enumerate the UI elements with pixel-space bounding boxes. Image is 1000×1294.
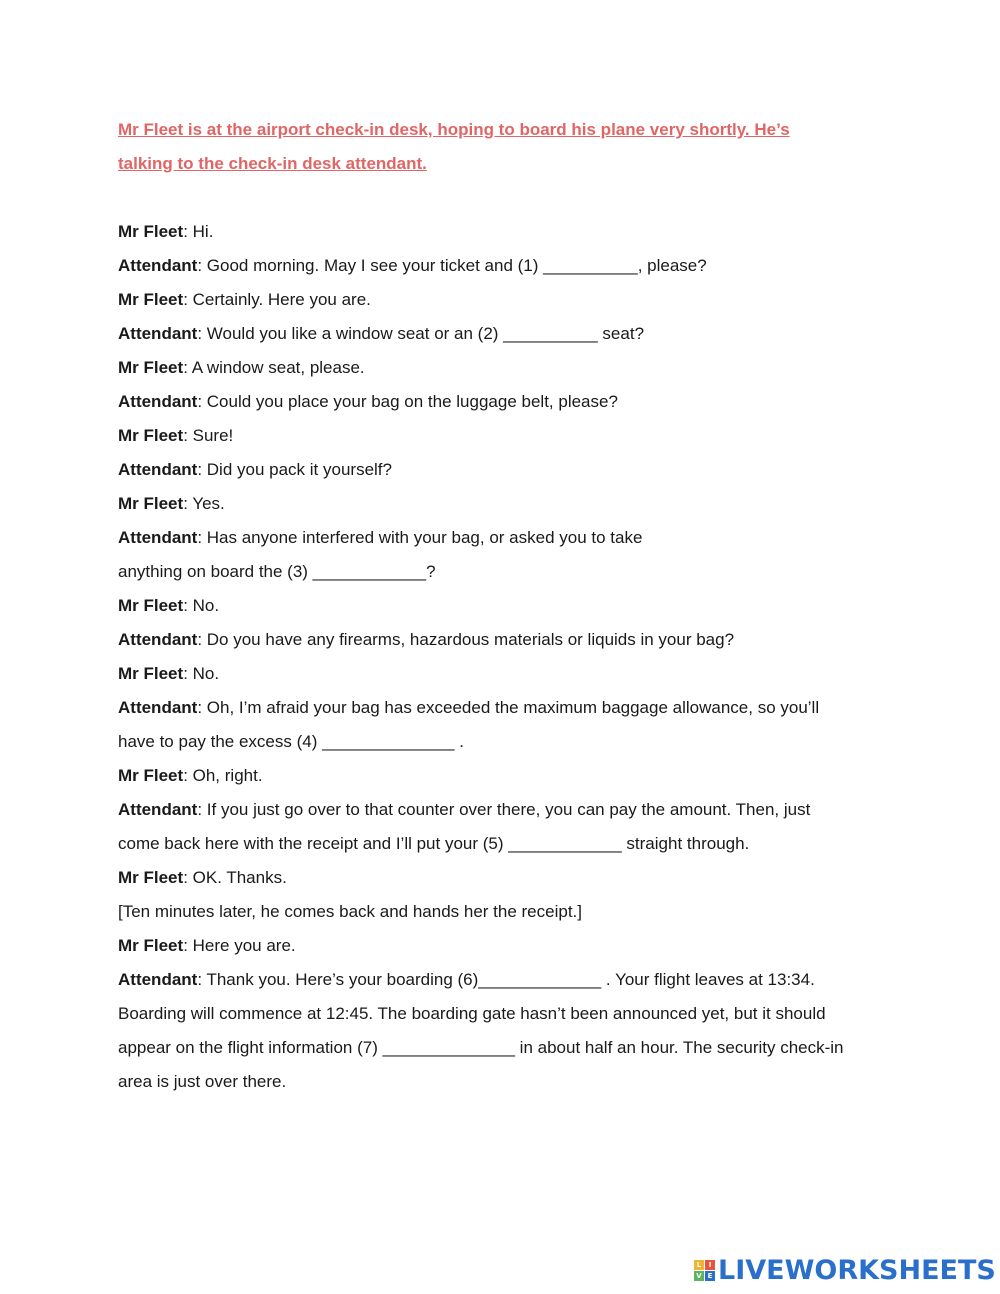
line-text: : Here you are. — [183, 936, 296, 955]
line-text: : If you just go over to that counter over there, you can pay the amount. Then, just — [197, 800, 811, 819]
speaker-name: Attendant — [118, 970, 198, 989]
logo-tile: I — [705, 1260, 715, 1270]
line-text: : Oh, I’m afraid your bag has exceeded the maximum baggage allowance, so you’ll — [197, 698, 820, 717]
line-text: : Oh, right. — [183, 766, 263, 785]
speaker-name: Mr Fleet — [118, 766, 184, 785]
speaker-name: Mr Fleet — [118, 222, 184, 241]
speaker-name: Attendant — [118, 800, 198, 819]
dialogue-line — [118, 725, 918, 759]
dialogue-line — [118, 657, 918, 691]
line-text: Boarding will commence at 12:45. The boarding gate hasn’t been announced yet, but it should — [118, 1004, 826, 1023]
dialogue-line — [118, 895, 918, 929]
line-text: : Sure! — [183, 426, 234, 445]
line-text: come back here with the receipt and I’ll put your (5) ____________ straight through. — [118, 834, 750, 853]
line-text: : Do you have any firearms, hazardous materials or liquids in your bag? — [197, 630, 735, 649]
speaker-name: Mr Fleet — [118, 426, 184, 445]
line-text: : A window seat, please. — [183, 358, 365, 377]
logo-tile: L — [694, 1260, 704, 1270]
dialogue-line — [118, 623, 918, 657]
dialogue-line — [118, 419, 918, 453]
line-text: area is just over there. — [118, 1072, 287, 1091]
intro-text: Mr Fleet is at the airport check-in desk, hoping to board his plane very shortly. He’s talking to the check-in desk attendant. — [118, 120, 790, 173]
dialogue-line — [118, 215, 918, 249]
line-text: have to pay the excess (4) ______________ . — [118, 732, 464, 751]
logo-tile: V — [694, 1271, 704, 1281]
line-text: : Certainly. Here you are. — [183, 290, 371, 309]
dialogue-line — [118, 385, 918, 419]
line-text: : Did you pack it yourself? — [197, 460, 392, 479]
dialogue-line — [118, 487, 918, 521]
line-text: : Yes. — [183, 494, 225, 513]
dialogue-line — [118, 555, 918, 589]
speaker-name: Mr Fleet — [118, 664, 184, 683]
speaker-name: Attendant — [118, 460, 198, 479]
line-text: : Thank you. Here’s your boarding (6)_____________ . Your flight leaves at 13:34. — [197, 970, 815, 989]
dialogue-line — [118, 963, 918, 997]
speaker-name: Attendant — [118, 392, 198, 411]
speaker-name: Attendant — [118, 324, 198, 343]
speaker-name: Mr Fleet — [118, 494, 184, 513]
dialogue-line — [118, 997, 918, 1031]
dialogue-line — [118, 521, 918, 555]
line-text: : No. — [183, 664, 220, 683]
line-text: anything on board the (3) ____________? — [118, 562, 436, 581]
logo-grid-icon — [694, 1260, 715, 1281]
dialogue-line — [118, 283, 918, 317]
line-text: : Could you place your bag on the luggage belt, please? — [197, 392, 618, 411]
line-text: : OK. Thanks. — [183, 868, 287, 887]
dialogue-line — [118, 1031, 918, 1065]
logo-text: LIVEWORKSHEETS — [718, 1254, 996, 1286]
dialogue-line — [118, 589, 918, 623]
speaker-name: Mr Fleet — [118, 358, 184, 377]
dialogue-line — [118, 827, 918, 861]
dialogue-line — [118, 249, 918, 283]
speaker-name: Attendant — [118, 256, 198, 275]
dialogue-line — [118, 861, 918, 895]
speaker-name: Mr Fleet — [118, 936, 184, 955]
speaker-name: Mr Fleet — [118, 868, 184, 887]
dialogue-line — [118, 759, 918, 793]
speaker-name: Attendant — [118, 630, 198, 649]
line-text: : Has anyone interfered with your bag, or asked you to take — [197, 528, 643, 547]
dialogue-line — [118, 351, 918, 385]
dialogue-line — [118, 453, 918, 487]
line-text: [Ten minutes later, he comes back and hands her the receipt.] — [118, 902, 582, 921]
dialogue — [118, 215, 918, 1099]
line-text: appear on the flight information (7) ______________ in about half an hour. The security check-in — [118, 1038, 844, 1057]
dialogue-line — [118, 793, 918, 827]
speaker-name: Mr Fleet — [118, 290, 184, 309]
line-text: : Hi. — [183, 222, 214, 241]
logo-tile: E — [705, 1271, 715, 1281]
worksheet-page — [118, 113, 918, 1099]
dialogue-line — [118, 929, 918, 963]
line-text: : Good morning. May I see your ticket and (1) __________, please? — [197, 256, 707, 275]
liveworksheets-logo — [694, 1253, 996, 1287]
line-text: : Would you like a window seat or an (2) __________ seat? — [197, 324, 645, 343]
dialogue-line — [118, 691, 918, 725]
speaker-name: Attendant — [118, 528, 198, 547]
speaker-name: Attendant — [118, 698, 198, 717]
dialogue-line — [118, 1065, 918, 1099]
line-text: : No. — [183, 596, 220, 615]
speaker-name: Mr Fleet — [118, 596, 184, 615]
dialogue-line — [118, 317, 918, 351]
